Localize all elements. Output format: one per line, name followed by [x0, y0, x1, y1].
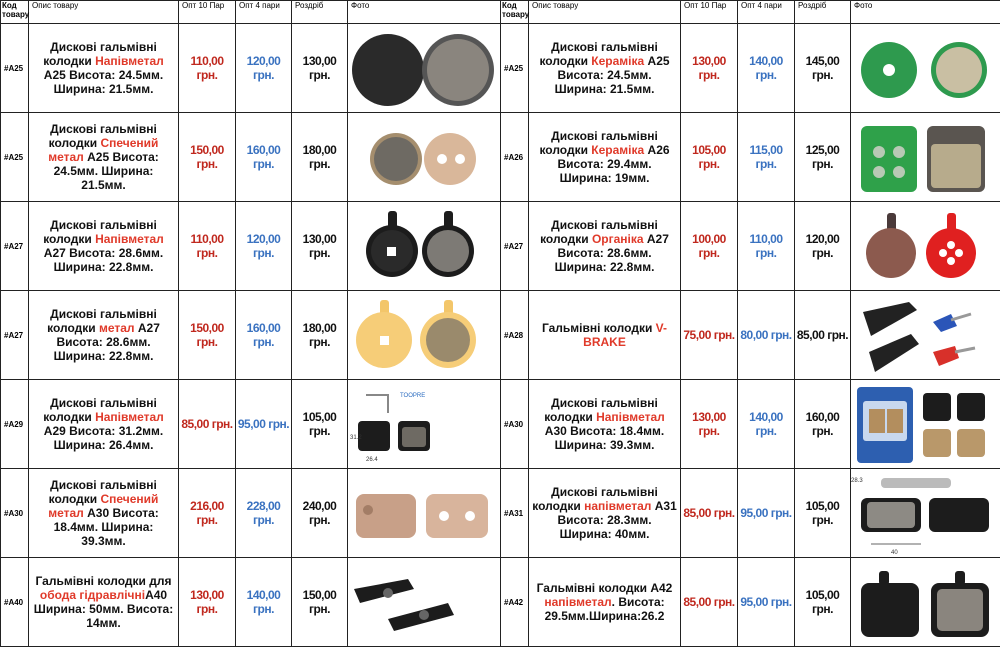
price-opt4: 160,00 грн.	[236, 291, 292, 380]
wide-pads-copper-photo-svg	[348, 470, 498, 556]
wide-pads-black-photo	[851, 469, 1000, 558]
material-highlight: напівметал	[584, 499, 651, 513]
description-text: A27 Висота: 28.6мм. Ширина: 22.8мм.	[54, 321, 160, 363]
description-text: Гальмівні колодки	[542, 321, 656, 335]
price-opt4: 80,00 грн.	[738, 291, 795, 380]
price-opt10: 110,00 грн.	[179, 24, 236, 113]
wide-pads-copper-photo	[348, 469, 501, 558]
tab-pads-gold-photo	[348, 291, 501, 380]
product-code: #A27	[1, 291, 29, 380]
material-highlight: Напівметал	[95, 54, 164, 68]
description-text: A30 Висота: 18.4мм. Ширина: 39.3мм.	[545, 424, 664, 452]
tab-pads-red-photo	[851, 202, 1000, 291]
tab-pads-black-photo	[348, 202, 501, 291]
product-description	[29, 113, 179, 202]
product-code: #A27	[1, 202, 29, 291]
header-opt4: Опт 4 пари	[236, 1, 292, 24]
table-row	[1, 24, 1000, 113]
header-code: Код товару	[1, 1, 29, 24]
description-text: Дискові гальмівні колодки	[539, 40, 657, 68]
price-retail: 85,00 грн.	[795, 291, 851, 380]
packaged-pads-photo-svg	[851, 381, 1000, 467]
header-row	[1, 1, 1000, 24]
price-retail: 180,00 грн.	[292, 113, 348, 202]
material-highlight: напівметал	[544, 595, 611, 609]
price-opt10: 105,00 грн.	[681, 113, 738, 202]
header-retail: Роздріб	[292, 1, 348, 24]
description-text: A29 Висота: 31.2мм. Ширина: 26.4мм.	[44, 424, 163, 452]
header-opt10: Опт 10 Пар	[681, 1, 738, 24]
description-text: A25 Висота: 24.5мм. Ширина: 21.5мм.	[44, 68, 163, 96]
price-retail: 105,00 грн.	[292, 380, 348, 469]
description-text: Дискові гальмівні колодки	[47, 307, 157, 335]
price-opt10: 85,00 грн.	[179, 380, 236, 469]
description-text: . Висота: 29.5мм.Ширина:26.2	[545, 595, 665, 623]
price-opt4: 140,00 грн.	[738, 24, 795, 113]
product-code: #A42	[501, 558, 529, 647]
price-retail: 145,00 грн.	[795, 24, 851, 113]
price-retail: 105,00 грн.	[795, 469, 851, 558]
description-text: A40 Ширина: 50мм. Висота: 14мм.	[34, 588, 173, 630]
wide-pads-black-photo-svg	[851, 470, 1000, 556]
description-text: A27 Висота: 28.6мм. Ширина: 22.8мм.	[44, 246, 163, 274]
dim-label-c: 28.3	[851, 478, 863, 484]
description-text: Гальмівні колодки для	[36, 574, 172, 588]
description-text: A30 Висота: 18.4мм. Ширина: 39.3мм.	[54, 506, 159, 548]
small-pads-photo	[348, 380, 501, 469]
price-opt10: 110,00 грн.	[179, 202, 236, 291]
price-opt10: 130,00 грн.	[179, 558, 236, 647]
product-code: #A40	[1, 558, 29, 647]
product-code: #A25	[1, 24, 29, 113]
description-text: A26 Висота: 29.4мм. Ширина: 19мм.	[557, 143, 669, 185]
description-text: A31 Висота: 28.3мм. Ширина: 40мм.	[557, 499, 676, 541]
material-highlight: Кераміка	[591, 143, 644, 157]
header-photo: Фото	[348, 1, 501, 24]
shimano-pads-photo	[851, 558, 1000, 647]
product-code: #A30	[501, 380, 529, 469]
price-retail: 125,00 грн.	[795, 113, 851, 202]
price-opt10: 150,00 грн.	[179, 113, 236, 202]
price-opt4: 115,00 грн.	[738, 113, 795, 202]
table-row	[1, 469, 1000, 558]
round-pads-green-photo-svg	[851, 25, 1000, 111]
price-opt10: 75,00 грн.	[681, 291, 738, 380]
description-text: Дискові гальмівні колодки	[49, 478, 157, 506]
price-opt4: 95,00 грн.	[738, 558, 795, 647]
product-description	[529, 291, 681, 380]
product-description	[529, 469, 681, 558]
material-highlight: Органіка	[592, 232, 644, 246]
description-text: A25 Висота: 24.5мм. Ширина: 21.5мм.	[54, 150, 159, 192]
description-text: Дискові гальмівні колодки	[544, 396, 658, 424]
product-code: #A27	[501, 202, 529, 291]
material-highlight: Напівметал	[95, 232, 164, 246]
square-pads-green-photo	[851, 113, 1000, 202]
price-opt4: 140,00 грн.	[738, 380, 795, 469]
price-retail: 130,00 грн.	[292, 202, 348, 291]
table-row	[1, 380, 1000, 469]
material-highlight: Кераміка	[591, 54, 644, 68]
product-code: #A29	[1, 380, 29, 469]
description-text: Дискові гальмівні колодки	[49, 122, 157, 150]
product-description	[29, 380, 179, 469]
tab-pads-black-photo-svg	[348, 203, 498, 289]
price-opt4: 160,00 грн.	[236, 113, 292, 202]
rim-pads-photo-svg	[348, 559, 498, 645]
price-opt10: 150,00 грн.	[179, 291, 236, 380]
price-opt10: 130,00 грн.	[681, 24, 738, 113]
tab-pads-gold-photo-svg	[348, 292, 498, 378]
description-text: Дискові гальмівні колодки	[43, 218, 157, 246]
product-description	[529, 113, 681, 202]
description-text: Дискові гальмівні колодки	[539, 129, 657, 157]
rim-pads-photo	[348, 558, 501, 647]
table-row	[1, 558, 1000, 647]
material-highlight: Напівметал	[596, 410, 665, 424]
product-description	[529, 380, 681, 469]
price-retail: 105,00 грн.	[795, 558, 851, 647]
packaged-pads-photo	[851, 380, 1000, 469]
shimano-pads-photo-svg	[851, 559, 1000, 645]
round-pads-copper-photo	[348, 113, 501, 202]
description-text: Гальмівні колодки A42	[537, 581, 673, 595]
price-opt4: 110,00 грн.	[738, 202, 795, 291]
header-photo: Фото	[851, 1, 1000, 24]
product-description	[29, 469, 179, 558]
price-opt4: 140,00 грн.	[236, 558, 292, 647]
product-description	[29, 558, 179, 647]
price-opt4: 95,00 грн.	[236, 380, 292, 469]
material-highlight: Напівметал	[95, 410, 164, 424]
tab-pads-red-photo-svg	[851, 203, 1000, 289]
round-pads-black-photo-svg	[348, 25, 498, 111]
product-code: #A28	[501, 291, 529, 380]
header-retail: Роздріб	[795, 1, 851, 24]
price-opt4: 228,00 грн.	[236, 469, 292, 558]
price-opt10: 100,00 грн.	[681, 202, 738, 291]
dim-label-b: 26.4	[366, 457, 378, 463]
table-row	[1, 113, 1000, 202]
description-text: Дискові гальмівні колодки	[532, 485, 658, 513]
product-description	[29, 291, 179, 380]
price-retail: 180,00 грн.	[292, 291, 348, 380]
table-row	[1, 291, 1000, 380]
price-opt10: 85,00 грн.	[681, 469, 738, 558]
price-opt10: 85,00 грн.	[681, 558, 738, 647]
product-description	[29, 202, 179, 291]
product-code: #A25	[501, 24, 529, 113]
price-opt4: 95,00 грн.	[738, 469, 795, 558]
price-opt4: 120,00 грн.	[236, 24, 292, 113]
vbrake-pads-photo	[851, 291, 1000, 380]
header-code: Код товару	[501, 1, 529, 24]
price-retail: 120,00 грн.	[795, 202, 851, 291]
product-code: #A31	[501, 469, 529, 558]
header-opt4: Опт 4 пари	[738, 1, 795, 24]
price-retail: 160,00 грн.	[795, 380, 851, 469]
description-text: Дискові гальмівні колодки	[43, 396, 157, 424]
price-retail: 240,00 грн.	[292, 469, 348, 558]
product-description	[529, 24, 681, 113]
product-code: #A30	[1, 469, 29, 558]
round-pads-green-photo	[851, 24, 1000, 113]
brand-label: TOOPRE	[400, 393, 425, 399]
dim-label-a: 31.2	[350, 435, 362, 441]
material-highlight: Спечений метал	[48, 492, 158, 520]
header-opt10: Опт 10 Пар	[179, 1, 236, 24]
header-description: Опис товару	[529, 1, 681, 24]
product-code: #A26	[501, 113, 529, 202]
price-opt10: 216,00 грн.	[179, 469, 236, 558]
material-highlight: V-BRAKE	[583, 321, 667, 349]
price-retail: 150,00 грн.	[292, 558, 348, 647]
material-highlight: обода гідравлічні	[40, 588, 145, 602]
product-code: #A25	[1, 113, 29, 202]
description-text: A25 Висота: 24.5мм. Ширина: 21.5мм.	[555, 54, 670, 96]
round-pads-black-photo	[348, 24, 501, 113]
price-opt4: 120,00 грн.	[236, 202, 292, 291]
dim-label-d: 40	[891, 550, 898, 556]
price-retail: 130,00 грн.	[292, 24, 348, 113]
description-text: A27 Висота: 28.6мм. Ширина: 22.8мм.	[555, 232, 669, 274]
square-pads-green-photo-svg	[851, 114, 1000, 200]
table-row	[1, 202, 1000, 291]
vbrake-pads-photo-svg	[851, 292, 1000, 378]
small-pads-photo-svg	[348, 381, 498, 467]
price-opt10: 130,00 грн.	[681, 380, 738, 469]
product-description	[529, 202, 681, 291]
round-pads-copper-photo-svg	[348, 114, 498, 200]
material-highlight: метал	[99, 321, 135, 335]
product-description	[529, 558, 681, 647]
product-description	[29, 24, 179, 113]
header-description: Опис товару	[29, 1, 179, 24]
material-highlight: Спечений метал	[48, 136, 158, 164]
description-text: Дискові гальмівні колодки	[540, 218, 658, 246]
description-text: Дискові гальмівні колодки	[43, 40, 157, 68]
